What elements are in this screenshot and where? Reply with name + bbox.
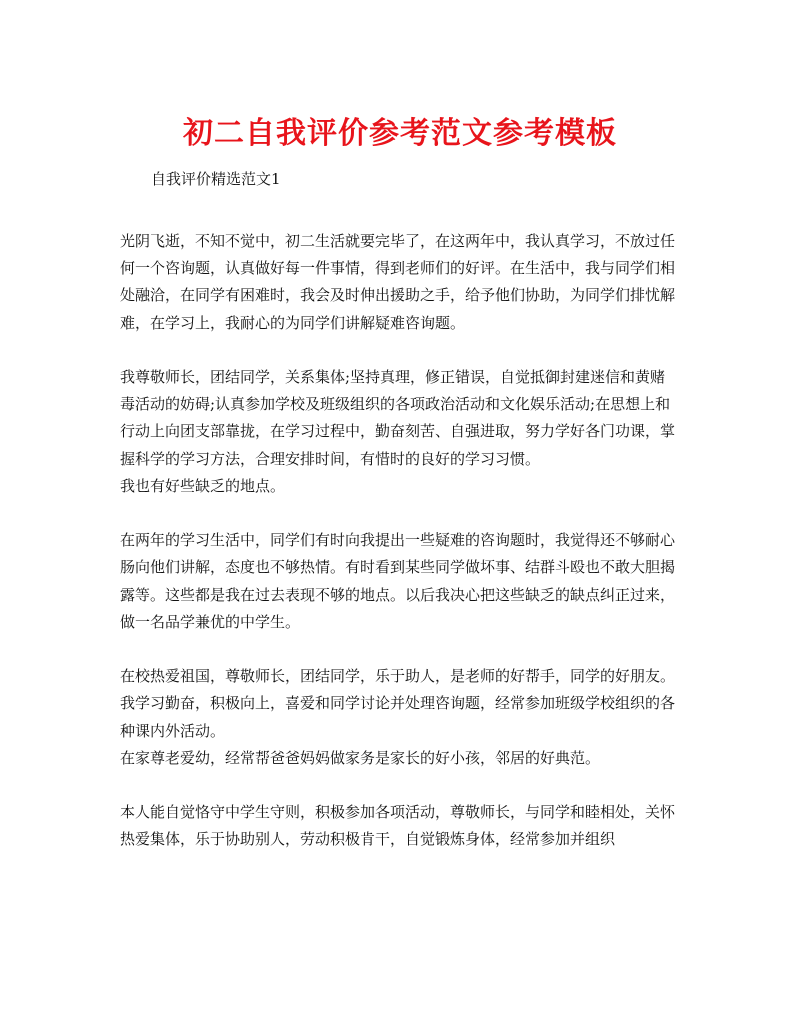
paragraph-5: 在校热爱祖国，尊敬师长，团结同学，乐于助人，是老师的好帮手，同学的好朋友。我学习勤奋，积极向上，喜爱和同学讨论并处理咨询题，经常参加班级学校组织的各种课内外活动。 bbox=[120, 667, 676, 740]
paragraph-gap bbox=[120, 772, 680, 799]
paragraph-2: 我尊敬师长，团结同学，关系集体;坚持真理，修正错误，自觉抵御封建迷信和黄赌毒活动的妨碍;认真参加学校及班级组织的各项政治活动和文化娱乐活动;在思想上和行动上向团支部靠拢，在学习过程中，勤奋刻苦、自强进取，努力学好各门功课，掌握科学的学习方法，合理安排时间，有惜时的良好的学习习惯。 bbox=[120, 368, 676, 468]
paragraph-3: 我也有好些缺乏的地点。 bbox=[120, 476, 286, 495]
paragraph-6: 在家尊老爱幼，经常帮爸爸妈妈做家务是家长的好小孩，邻居的好典范。 bbox=[120, 748, 601, 767]
paragraph-gap bbox=[120, 500, 680, 527]
paragraph-4: 在两年的学习生活中，同学们有时向我提出一些疑难的咨询题时，我觉得还不够耐心肠向他们讲解，态度也不够热情。有时看到某些同学做坏事、结群斗殴也不敢大胆揭露等。这些都是我在过去表现不够的地点。以后我决心把这些缺乏的缺点纠正过来，做一名品学兼优的中学生。 bbox=[120, 531, 676, 631]
document-body bbox=[120, 228, 680, 854]
document-title: 初二自我评价参考范文参考模板 bbox=[183, 116, 617, 151]
paragraph-7: 本人能自觉恪守中学生守则，积极参加各项活动，尊敬师长，与同学和睦相处，关怀热爱集体，乐于协助别人，劳动积极肯干，自觉锻炼身体，经常参加并组织 bbox=[120, 803, 676, 849]
paragraph-gap bbox=[120, 337, 680, 364]
paragraph-gap bbox=[120, 636, 680, 663]
document-subtitle: 自我评价精选范文1 bbox=[151, 170, 281, 188]
paragraph-1: 光阴飞逝，不知不觉中，初二生活就要完毕了，在这两年中，我认真学习，不放过任何一个咨询题，认真做好每一件事情，得到老师们的好评。在生活中，我与同学们相处融洽，在同学有困难时，我会及时伸出援助之手，给予他们协助，为同学们排忧解难，在学习上，我耐心的为同学们讲解疑难咨询题。 bbox=[120, 232, 676, 332]
